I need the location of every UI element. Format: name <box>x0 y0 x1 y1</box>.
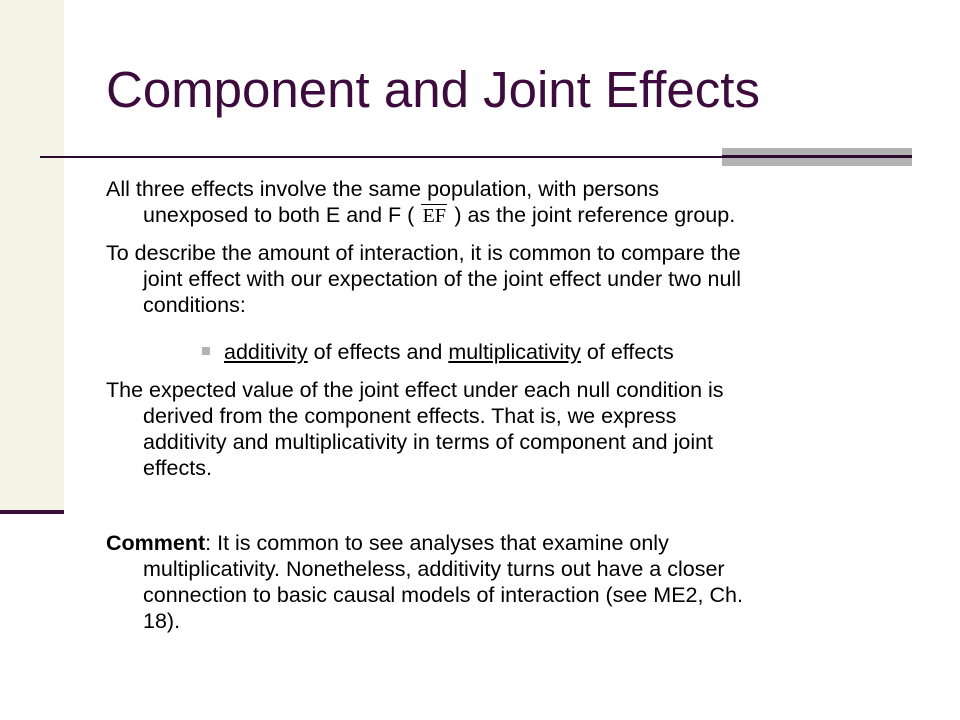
bullet-text: of effects and <box>307 340 449 364</box>
paragraph-line: joint effect with our expectation of the joint effect under two null <box>143 267 741 291</box>
paragraph-interaction <box>106 240 906 318</box>
bullet-square-icon <box>202 347 210 355</box>
left-decorative-band <box>0 0 64 512</box>
paragraph-reference-group <box>106 176 906 228</box>
paragraph-line: multiplicativity. Nonetheless, additivity turns out have a closer <box>143 557 725 581</box>
paragraph-line: To describe the amount of interaction, it is common to compare the <box>106 241 741 265</box>
paragraph-line: All three effects involve the same population, with persons <box>106 177 659 201</box>
ef-symbol-text: EF <box>422 205 446 227</box>
paragraph-text: ) as the joint reference group. <box>454 203 736 227</box>
bullet-item-null-conditions <box>202 338 674 366</box>
paragraph-expected-value <box>106 377 906 481</box>
paragraph-line: The expected value of the joint effect under each null condition is <box>106 378 724 402</box>
paragraph-line: connection to basic causal models of interaction (see ME2, Ch. <box>143 583 743 607</box>
paragraph-comment <box>106 530 906 634</box>
paragraph-line: derived from the component effects. That is, we express <box>143 404 677 428</box>
paragraph-text: unexposed to both E and F ( <box>143 203 415 227</box>
term-multiplicativity: multiplicativity <box>448 340 581 364</box>
title-divider-line-overlay <box>722 155 912 158</box>
paragraph-line <box>106 202 906 228</box>
slide-title: Component and Joint Effects <box>106 61 760 118</box>
comment-label: Comment <box>106 531 206 555</box>
paragraph-line: 18). <box>143 609 181 633</box>
paragraph-text: : It is common to see analyses that examine only <box>205 531 669 555</box>
ef-bar-symbol <box>416 203 452 227</box>
paragraph-line: additivity and multiplicativity in terms of component and joint <box>143 430 714 454</box>
term-additivity: additivity <box>224 340 308 364</box>
left-accent-bar <box>0 510 64 514</box>
paragraph-line: conditions: <box>143 293 246 317</box>
paragraph-line <box>106 530 906 556</box>
paragraph-line: effects. <box>143 456 212 480</box>
bullet-text: of effects <box>580 340 674 364</box>
